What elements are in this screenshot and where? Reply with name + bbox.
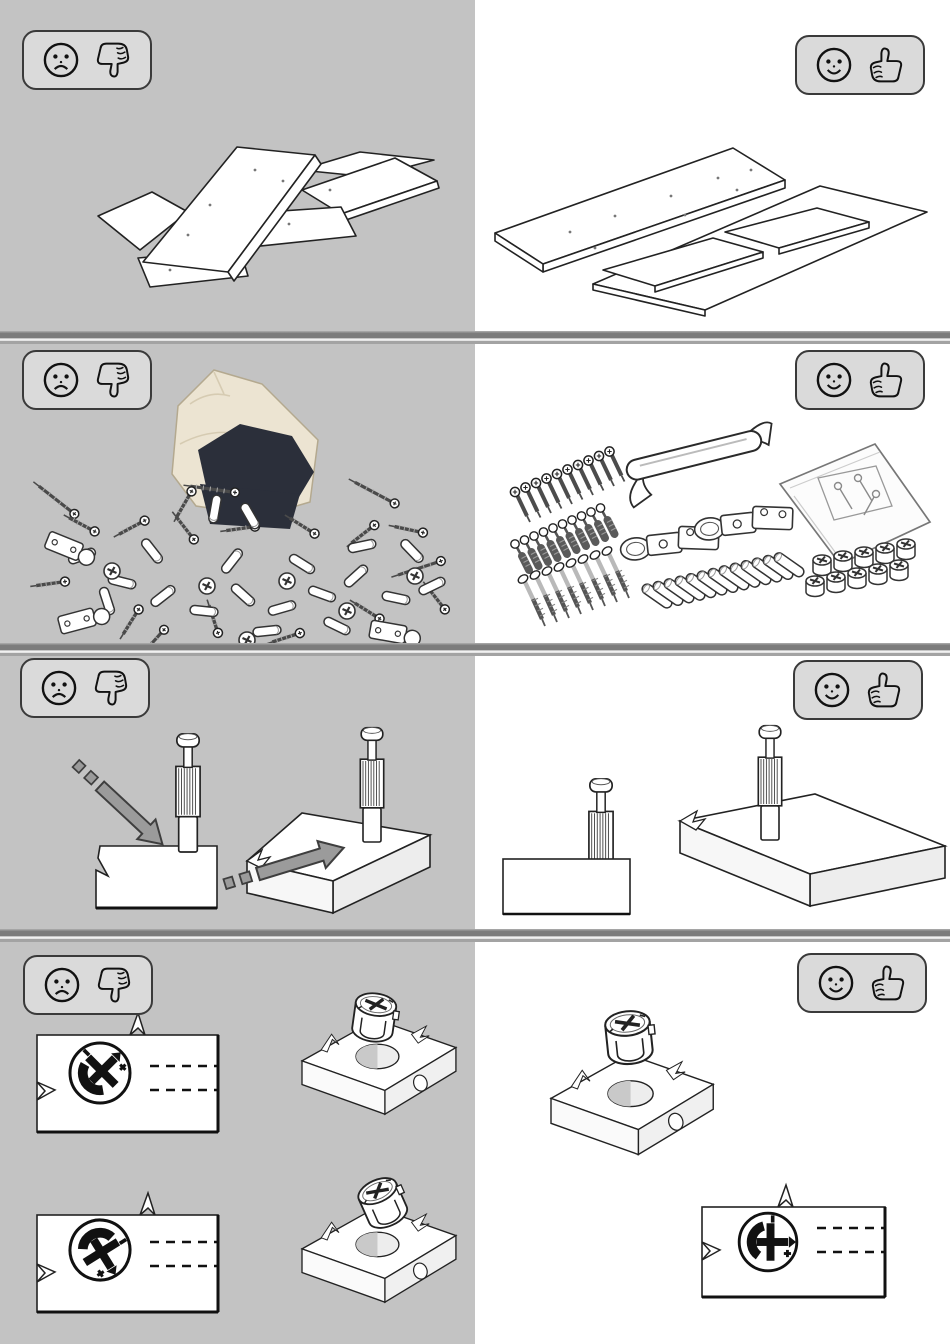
row1-wrong-panel xyxy=(0,0,475,331)
row-separator xyxy=(0,331,950,344)
wrong-badge xyxy=(23,955,153,1015)
row4-right-panel xyxy=(475,942,950,1344)
smiley-face-icon xyxy=(813,44,855,86)
thumbs-up-icon xyxy=(865,359,907,401)
smiley-face-icon xyxy=(813,359,855,401)
thumbs-up-icon xyxy=(867,962,909,1004)
row2-wrong-panel xyxy=(0,344,475,643)
sad-face-icon xyxy=(40,359,82,401)
dowels-group xyxy=(640,551,806,610)
thumbs-down-icon xyxy=(90,667,132,709)
row1-right-panel xyxy=(475,0,950,331)
row-separator xyxy=(0,643,950,656)
thumbs-down-icon xyxy=(92,359,134,401)
row-insert-bolt xyxy=(0,656,950,929)
wrong-badge xyxy=(22,350,152,410)
row2-right-panel xyxy=(475,344,950,643)
row-handle-boards xyxy=(0,0,950,331)
sad-face-icon xyxy=(41,964,83,1006)
right-badge xyxy=(795,350,925,410)
row3-right-panel xyxy=(475,656,950,929)
wrong-badge xyxy=(22,30,152,90)
sad-face-icon xyxy=(40,39,82,81)
thumbs-up-icon xyxy=(865,44,907,86)
hinges-group xyxy=(619,502,796,561)
wrong-badge xyxy=(20,658,150,718)
thumbs-down-icon xyxy=(92,39,134,81)
row-cam-lock-orientation xyxy=(0,942,950,1344)
pan-head-screws-group xyxy=(510,447,624,522)
row-separator xyxy=(0,929,950,942)
right-badge xyxy=(795,35,925,95)
row-handle-hardware xyxy=(0,344,950,643)
row3-wrong-panel xyxy=(0,656,475,929)
right-badge xyxy=(793,660,923,720)
handle-group xyxy=(620,421,783,508)
thumbs-up-icon xyxy=(863,669,905,711)
row4-wrong-panel xyxy=(0,942,475,1344)
cam-locks-group xyxy=(806,539,915,597)
sad-face-icon xyxy=(38,667,80,709)
right-badge xyxy=(797,953,927,1013)
thumbs-down-icon xyxy=(93,964,135,1006)
smiley-face-icon xyxy=(815,962,857,1004)
smiley-face-icon xyxy=(811,669,853,711)
